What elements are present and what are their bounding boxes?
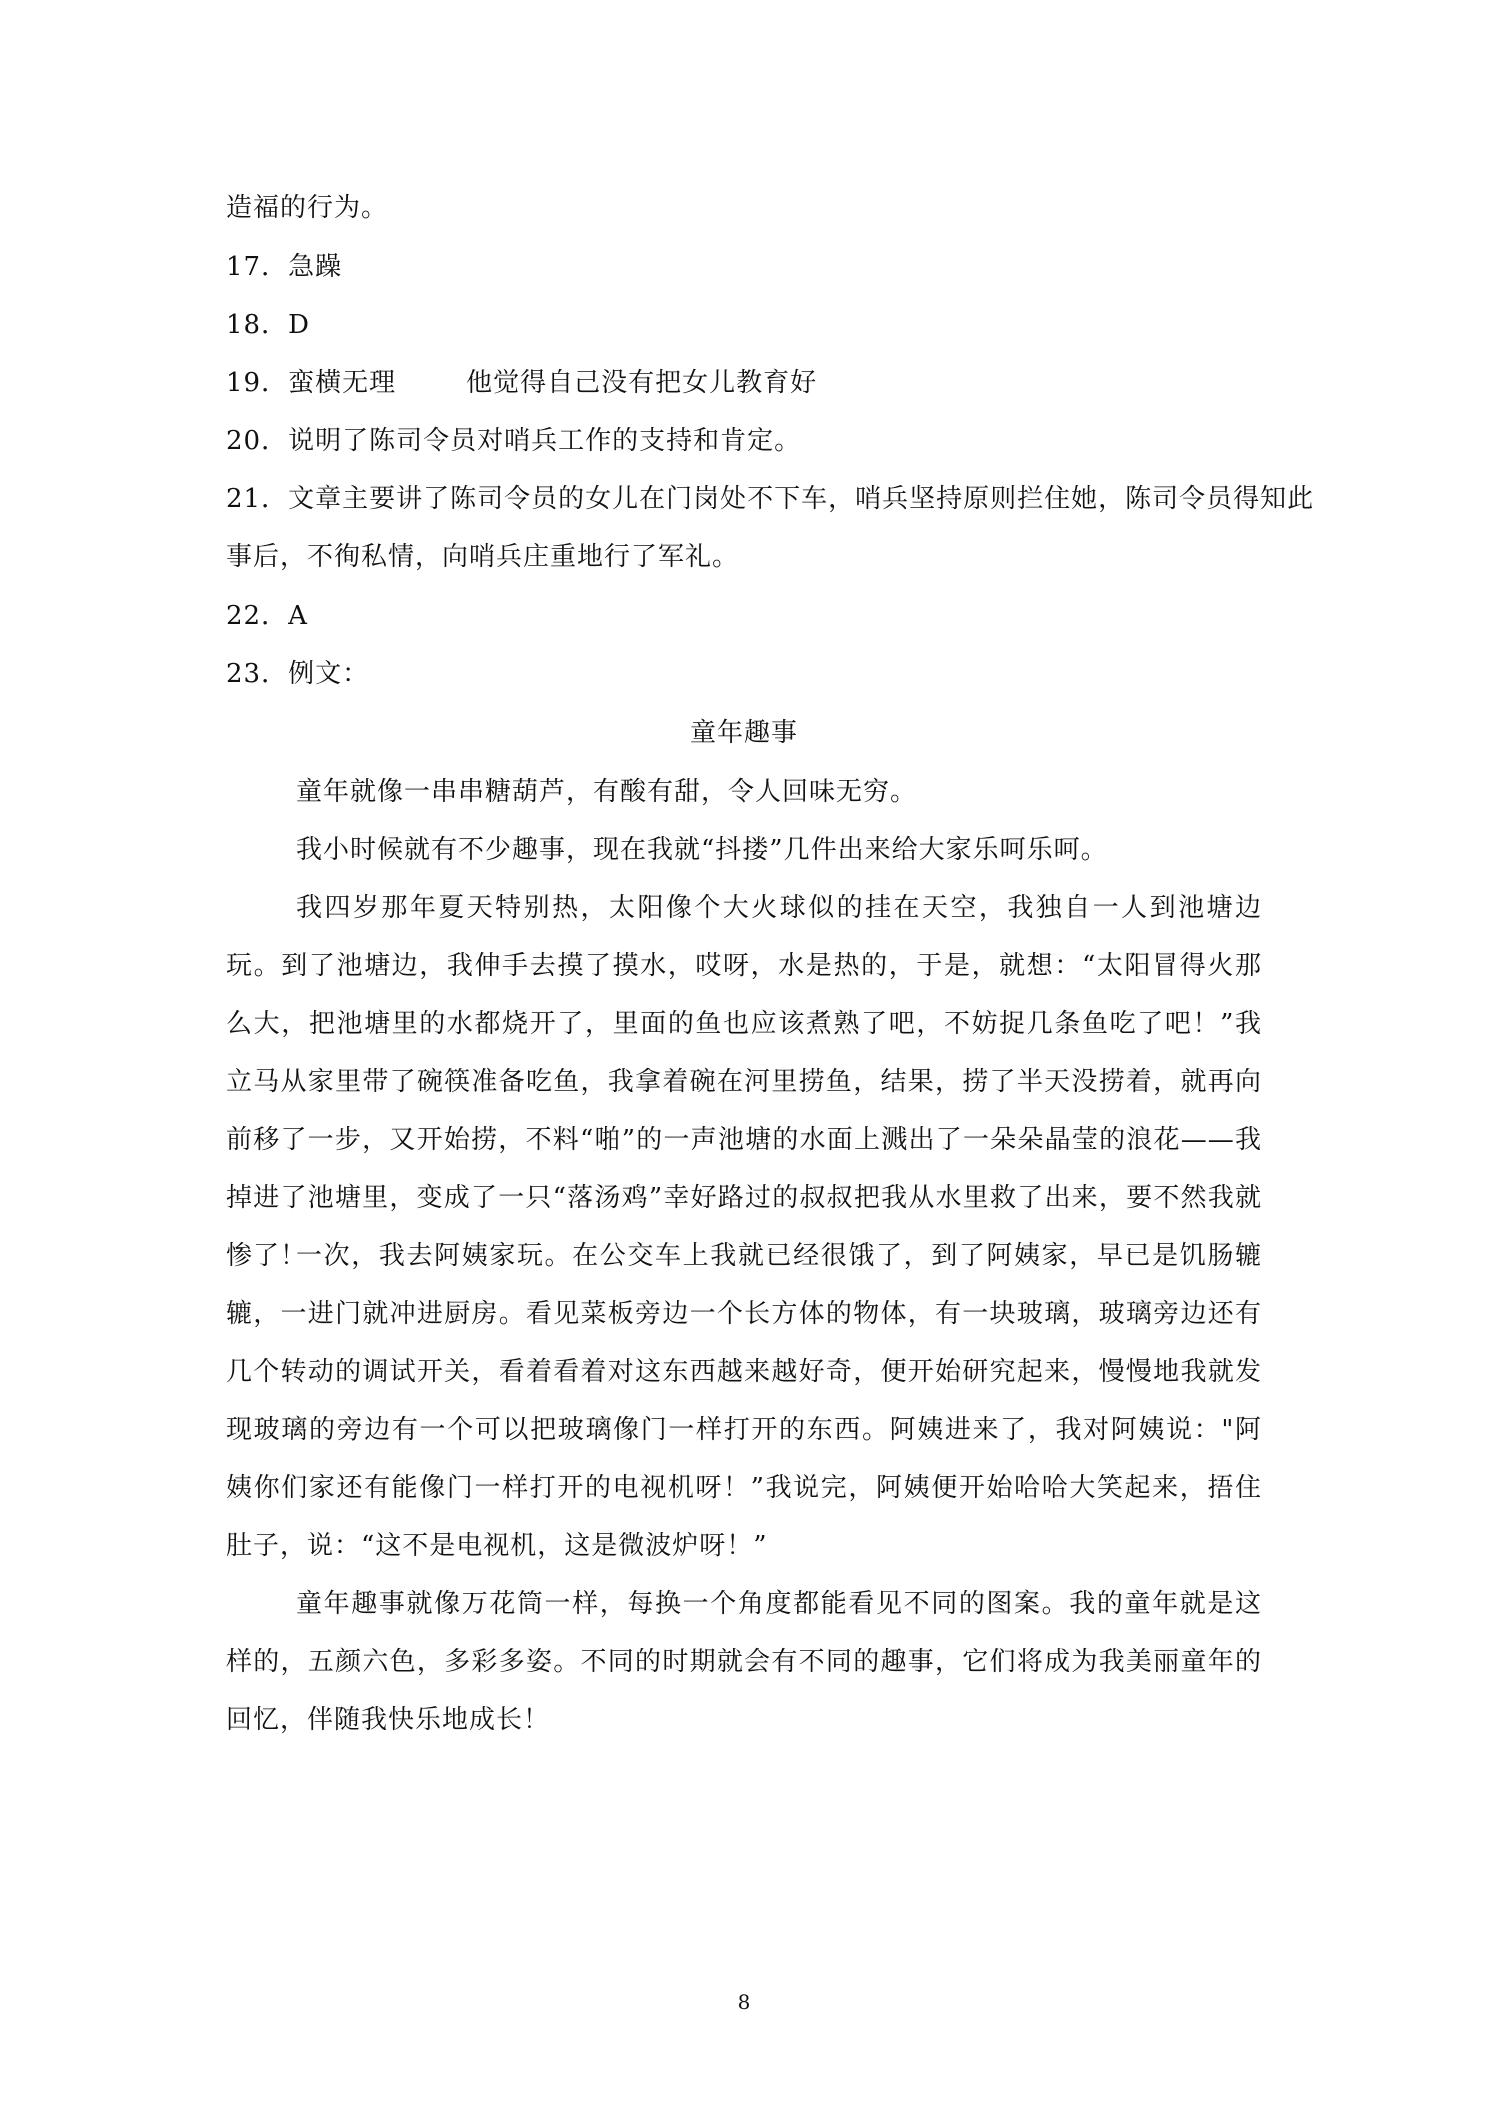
answer-17: 17．急躁 [226,252,343,282]
answer-19-part2: 他觉得自己没有把女儿教育好 [466,368,818,398]
page-number: 8 [737,1990,751,2014]
essay-paragraph: 我四岁那年夏天特别热，太阳像个大火球似的挂在天空，我独自一人到池塘边玩。到了池塘边，我伸手去摸了摸水，哎呀，水是热的，于是，就想：“太阳冒得火那么大，把池塘里的水都烧开了，里面的鱼也应该煮熟了吧，不妨捉几条鱼吃了吧！”我立马从家里带了碗筷准备吃鱼，我拿着碗在河里捞鱼，结果，捞了半天没捞着，就再向前移了一步，又开始捞，不料“啪”的一声池塘的水面上溅出了一朵朵晶莹的浪花——我掉进了池塘里，变成了一只“落汤鸡”幸好路过的叔叔把我从水里救了出来，要不然我就惨了！ [226,893,1262,1271]
answer-22: 22．A [226,601,308,631]
answer-18: 18．D [226,310,310,340]
answer-continuation: 造福的行为。 [226,193,389,223]
essay-paragraph: 童年就像一串串糖葫芦，有酸有甜，令人回味无穷。 [296,777,918,807]
essay-paragraph: 一次，我去阿姨家玩。在公交车上我就已经很饿了，到了阿姨家，早已是饥肠辘辘，一进门就冲进厨房。看见菜板旁边一个长方体的物体，有一块玻璃，玻璃旁边还有几个转动的调试开关，看着看着对这东西越来越好奇，便开始研究起来，慢慢地我就发现玻璃的旁边有一个可以把玻璃像门一样打开的东西。阿姨进来了，我对阿姨说："阿姨你们家还有能像门一样打开的电视机呀！”我说完，阿姨便开始哈哈大笑起来，捂住肚子，说：“这不是电视机，这是微波炉呀！” [226,1241,1262,1561]
essay-title: 童年趣事 [689,718,798,748]
essay-paragraph: 我小时候就有不少趣事，现在我就“抖搂”几件出来给大家乐呵乐呵。 [296,835,1108,865]
answer-19 [226,366,817,400]
answer-23: 23．例文： [226,659,370,689]
answer-21-line2: 事后，不徇私情，向哨兵庄重地行了军礼。 [226,542,740,572]
answer-19-part1: 19．蛮横无理 [226,368,397,398]
answer-20: 20．说明了陈司令员对哨兵工作的支持和肯定。 [226,426,802,456]
answer-21-line1: 21．文章主要讲了陈司令员的女儿在门岗处不下车，哨兵坚持原则拦住她，陈司令员得知此 [226,484,1315,514]
essay-paragraph: 童年趣事就像万花筒一样，每换一个角度都能看见不同的图案。我的童年就是这样的，五颜六色，多彩多姿。不同的时期就会有不同的趣事，它们将成为我美丽童年的回忆，伴随我快乐地成长！ [226,1589,1262,1735]
